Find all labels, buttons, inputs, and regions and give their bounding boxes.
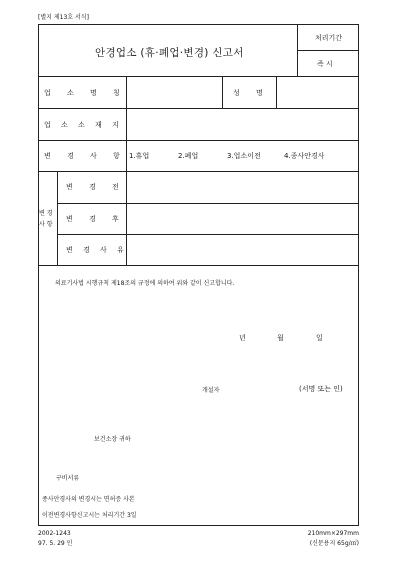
divider bbox=[57, 234, 359, 235]
option-suspend[interactable]: 1.휴업 bbox=[129, 152, 150, 160]
after-label: 변 경 후 bbox=[66, 215, 126, 223]
attachments-heading: 구비서류 bbox=[56, 475, 80, 482]
form-number: [별지 제13호 서식] bbox=[38, 14, 89, 21]
form-frame bbox=[38, 24, 359, 526]
declarant-label: 개설자 bbox=[202, 387, 220, 394]
option-optician[interactable]: 4.종사안경사 bbox=[284, 152, 325, 160]
form-title: 안경업소 (휴·폐업·변경) 신고서 bbox=[95, 47, 244, 59]
processing-period-value: 즉 시 bbox=[317, 60, 333, 68]
divider bbox=[57, 171, 58, 265]
attachment-line-1: 종사안경사의 변경시는 면허증 사본 bbox=[42, 496, 135, 503]
option-relocate[interactable]: 3.업소이전 bbox=[227, 152, 261, 160]
change-items-label: 변 경 사 항 bbox=[44, 152, 127, 160]
change-section-label-1: 변 경 bbox=[39, 210, 53, 217]
footer-paper-size: 210mm×297mm bbox=[307, 530, 359, 537]
divider bbox=[222, 76, 223, 108]
date-day: 일 bbox=[316, 334, 323, 342]
processing-period-label: 처리기간 bbox=[315, 34, 343, 42]
attachment-line-2: 이전변경사항신고시는 처리기간 3일 bbox=[42, 512, 137, 519]
change-section-label-2: 사 항 bbox=[39, 221, 53, 228]
divider bbox=[126, 76, 127, 265]
divider bbox=[38, 265, 359, 266]
signature-note: (서명 또는 인) bbox=[299, 385, 343, 393]
date-month: 월 bbox=[277, 334, 284, 342]
reason-label: 변 경 사 유 bbox=[66, 246, 128, 254]
divider bbox=[38, 140, 359, 141]
address-label: 업 소 소 재 지 bbox=[44, 121, 123, 129]
divider bbox=[297, 50, 359, 51]
divider bbox=[38, 76, 359, 77]
owner-name-label: 성 명 bbox=[233, 89, 270, 97]
divider bbox=[276, 76, 277, 108]
footer-date: 97. 5. 29 인 bbox=[38, 540, 73, 547]
option-close[interactable]: 2.폐업 bbox=[178, 152, 199, 160]
divider bbox=[38, 108, 359, 109]
business-name-label: 업 소 명 칭 bbox=[44, 89, 127, 97]
before-label: 변 경 전 bbox=[66, 183, 126, 191]
declaration-text: 의료기사법 시행규칙 제18조의 규정에 의하여 위와 같이 신고합니다. bbox=[55, 280, 235, 287]
footer-code: 2002-1243 bbox=[38, 530, 71, 537]
divider bbox=[57, 203, 359, 204]
footer-paper-type: (신문용지 65g/㎡) bbox=[309, 540, 359, 547]
recipient: 보건소장 귀하 bbox=[94, 436, 131, 443]
date-year: 년 bbox=[239, 334, 246, 342]
divider bbox=[38, 171, 359, 172]
